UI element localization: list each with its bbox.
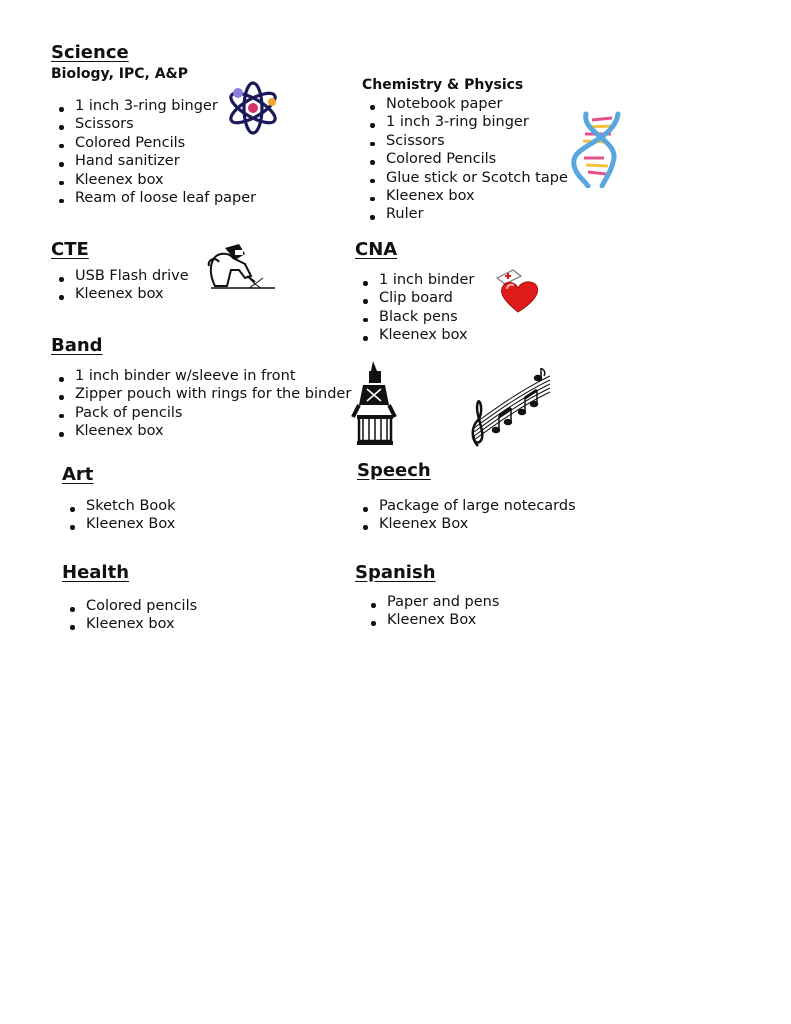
- list-item: Kleenex box: [62, 615, 197, 633]
- list-item: Black pens: [355, 308, 474, 326]
- drummer-icon: [349, 361, 399, 447]
- list-item: Clip board: [355, 289, 474, 307]
- list-item: Hand sanitizer: [51, 152, 256, 170]
- list-item: Kleenex box: [355, 326, 474, 344]
- spanish-list: [363, 593, 499, 630]
- atom-icon: [226, 79, 280, 137]
- list-item: Kleenex box: [362, 187, 568, 205]
- cna-list: [355, 271, 474, 345]
- health-list: [62, 597, 197, 634]
- band-heading: Band: [51, 335, 103, 356]
- speech-heading: Speech: [357, 460, 431, 481]
- list-item: Package of large notecards: [355, 497, 576, 515]
- list-item: Kleenex Box: [363, 611, 499, 629]
- list-item: Kleenex Box: [355, 515, 576, 533]
- science-right-subtitle: Chemistry & Physics: [362, 77, 524, 93]
- list-item: 1 inch binder w/sleeve in front: [51, 367, 351, 385]
- welder-icon: [205, 242, 277, 290]
- cte-list: [51, 267, 189, 304]
- health-heading: Health: [62, 562, 130, 583]
- list-item: Colored pencils: [62, 597, 197, 615]
- art-list: [62, 497, 176, 534]
- list-item: Notebook paper: [362, 95, 568, 113]
- cte-heading: CTE: [51, 239, 89, 260]
- list-item: Sketch Book: [62, 497, 176, 515]
- list-item: Zipper pouch with rings for the binder: [51, 385, 351, 403]
- list-item: Scissors: [51, 115, 256, 133]
- list-item: Pack of pencils: [51, 404, 351, 422]
- list-item: 1 inch 3-ring binger: [362, 113, 568, 131]
- list-item: Ream of loose leaf paper: [51, 189, 256, 207]
- science-heading: Science: [51, 42, 129, 63]
- science-right-list: [362, 95, 568, 224]
- list-item: USB Flash drive: [51, 267, 189, 285]
- science-left-subtitle: Biology, IPC, A&P: [51, 66, 188, 82]
- art-heading: Art: [62, 464, 94, 485]
- list-item: Kleenex Box: [62, 515, 176, 533]
- dna-icon: [566, 110, 626, 188]
- list-item: Scissors: [362, 132, 568, 150]
- list-item: Colored Pencils: [51, 134, 256, 152]
- nurse-heart-icon: [493, 268, 543, 314]
- cna-heading: CNA: [355, 239, 398, 260]
- spanish-heading: Spanish: [355, 562, 436, 583]
- list-item: Kleenex box: [51, 422, 351, 440]
- band-list: [51, 367, 351, 441]
- list-item: Kleenex box: [51, 171, 256, 189]
- list-item: Glue stick or Scotch tape: [362, 169, 568, 187]
- speech-list: [355, 497, 576, 534]
- music-notes-icon: [466, 368, 556, 448]
- list-item: Colored Pencils: [362, 150, 568, 168]
- list-item: 1 inch binder: [355, 271, 474, 289]
- list-item: Paper and pens: [363, 593, 499, 611]
- list-item: Kleenex box: [51, 285, 189, 303]
- list-item: Ruler: [362, 205, 568, 223]
- list-item: 1 inch 3-ring binger: [51, 97, 256, 115]
